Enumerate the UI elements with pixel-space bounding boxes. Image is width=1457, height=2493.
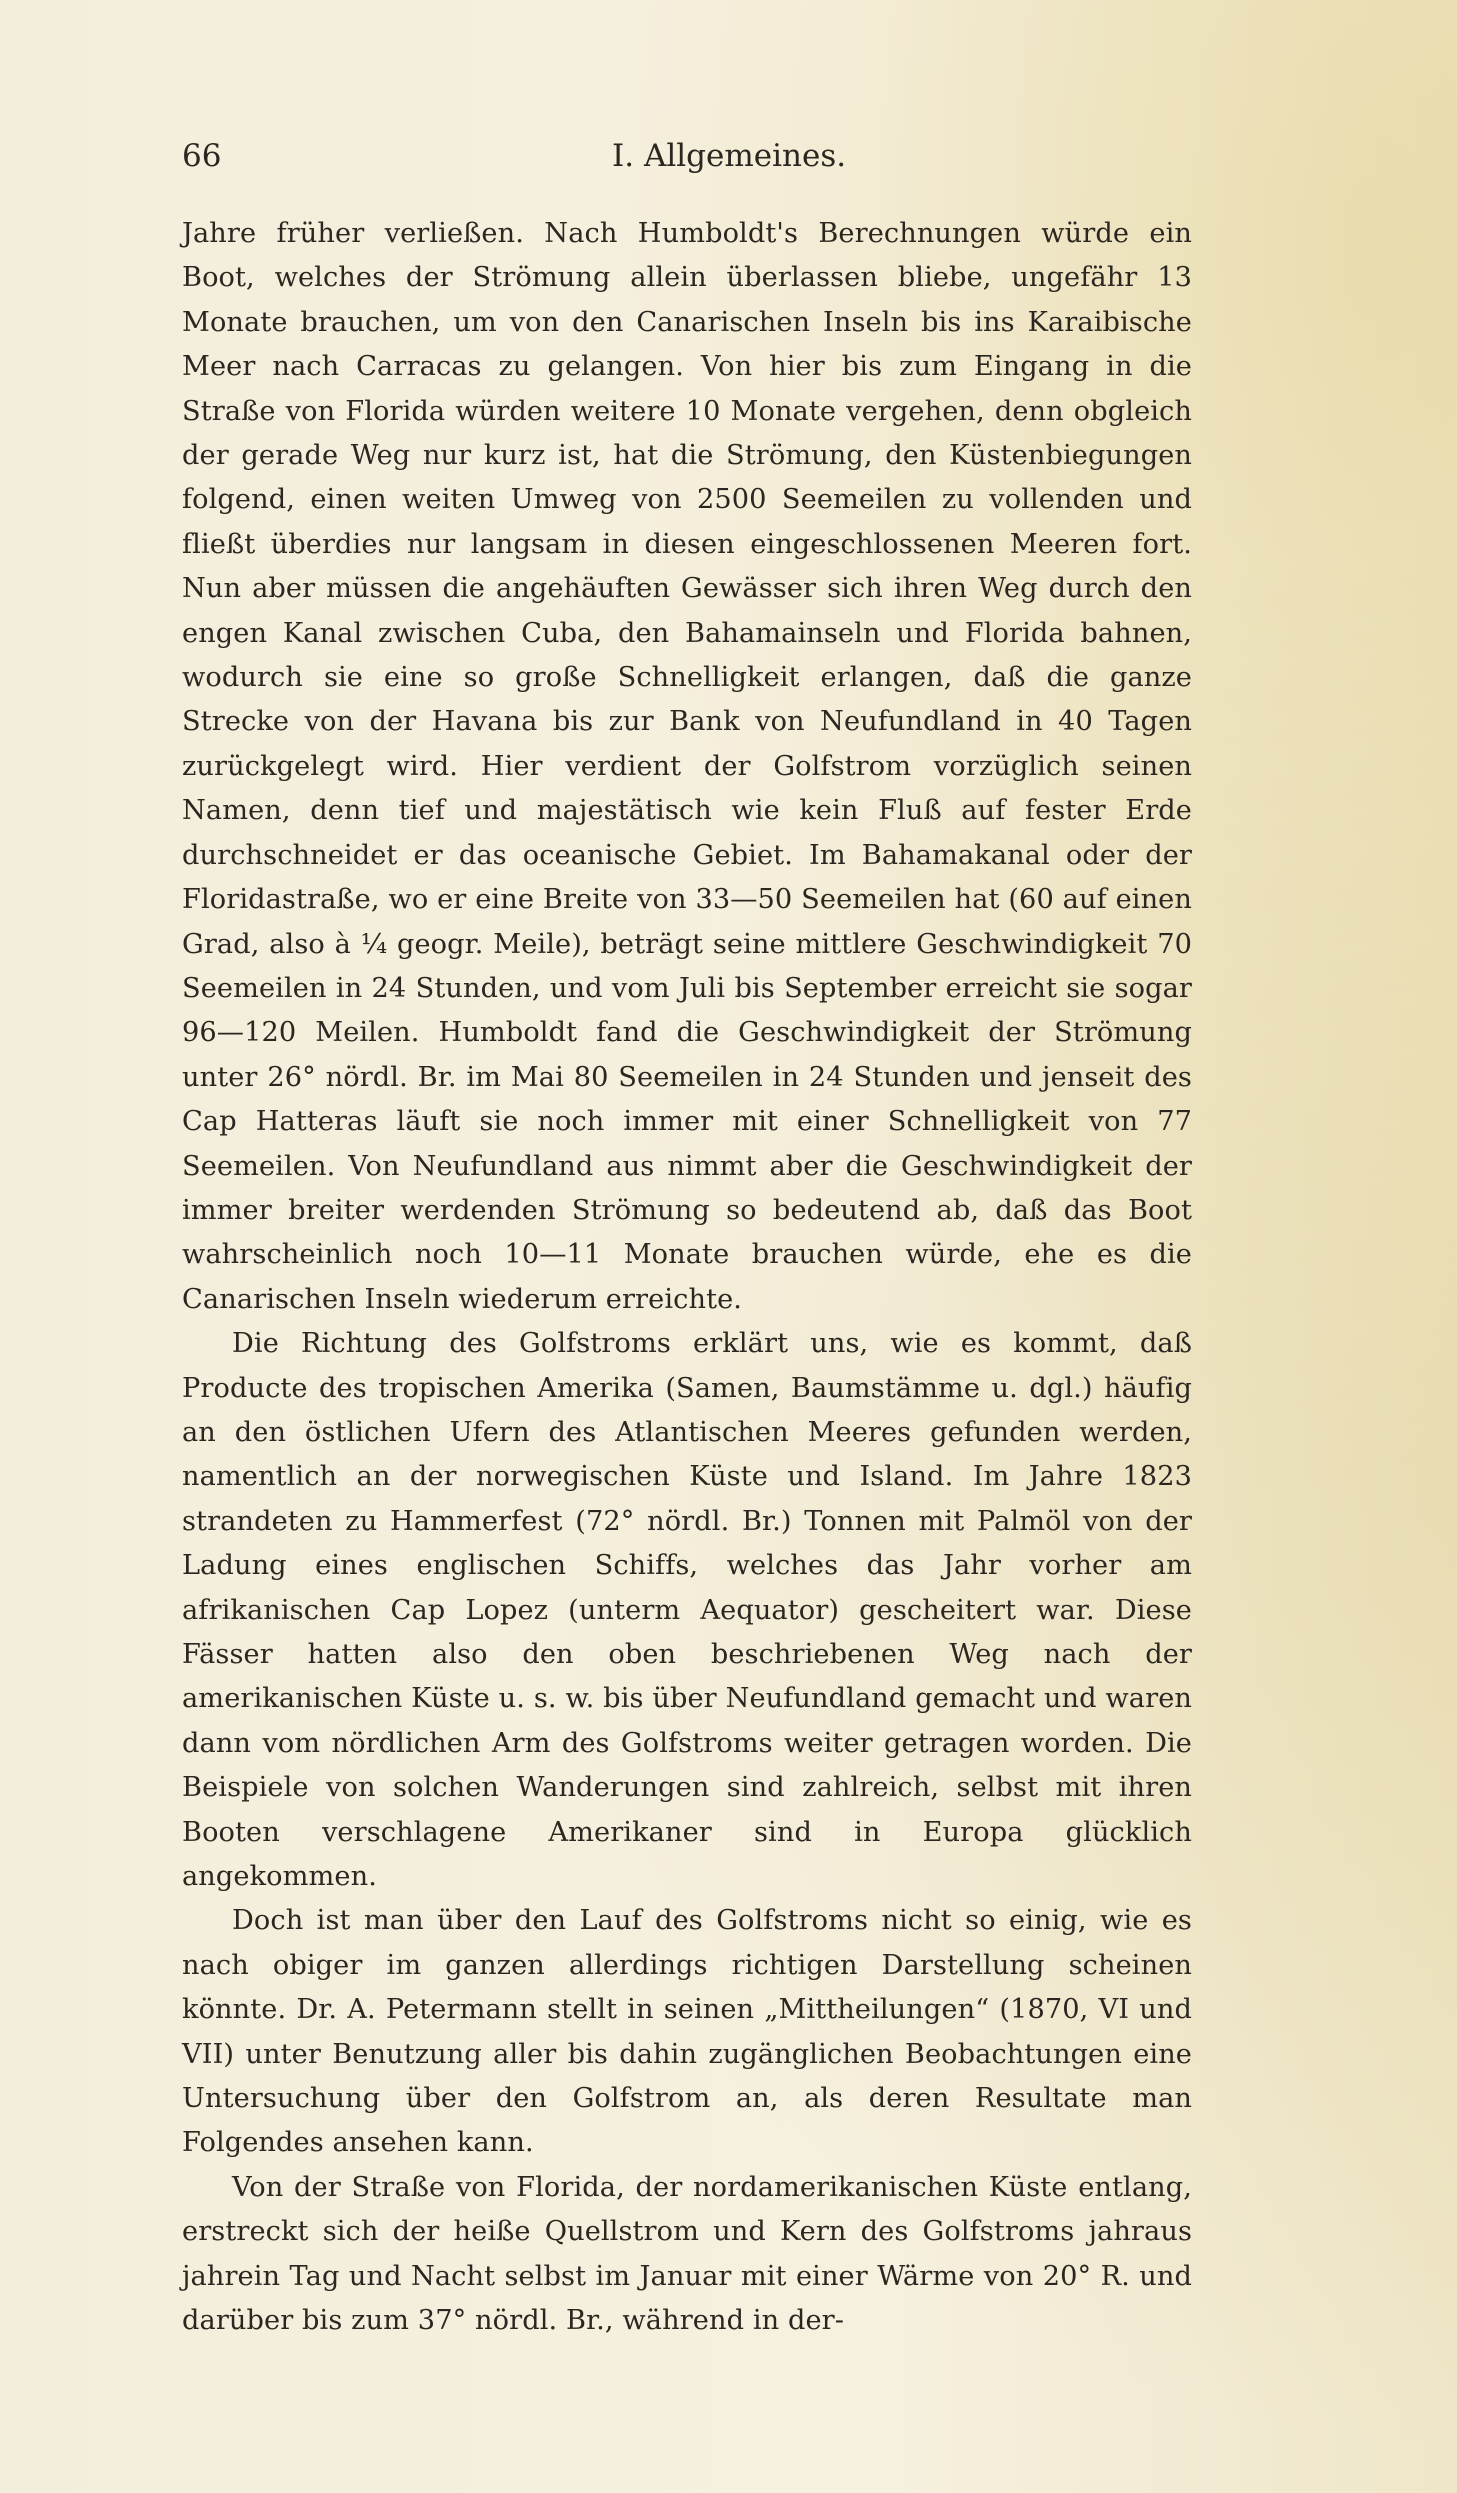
page-number: 66 [182,138,222,174]
page-header [182,138,1192,186]
paragraph-1: Jahre früher verließen. Nach Humboldt's Berechnungen würde ein Boot, welches der Strömung allein überlassen bliebe, ungefähr 13 Monate brauchen, um von den Canarischen Inseln bis ins Karaibische Meer nach Carracas zu gelangen. Von hier bis zum Eingang in die Straße von Florida würden weitere 10 Monate vergehen, denn obgleich der gerade Weg nur kurz ist, hat die Strömung, den Küstenbiegungen folgend, einen weiten Umweg von 2500 Seemeilen zu vollenden und fließt überdies nur langsam in diesen eingeschlossenen Meeren fort. Nun aber müssen die angehäuften Gewässer sich ihren Weg durch den engen Kanal zwischen Cuba, den Bahamainseln und Florida bahnen, wodurch sie eine so große Schnelligkeit erlangen, daß die ganze Strecke von der Havana bis zur Bank von Neufundland in 40 Tagen zurückgelegt wird. Hier verdient der Golfstrom vorzüglich seinen Namen, denn tief und majestätisch wie kein Fluß auf fester Erde durchschneidet er das oceanische Gebiet. Im Bahamakanal oder der Floridastraße, wo er eine Breite von 33—50 Seemeilen hat (60 auf einen Grad, also à ¼ geogr. Meile), beträgt seine mittlere Geschwindigkeit 70 Seemeilen in 24 Stunden, und vom Juli bis September erreicht sie sogar 96—120 Meilen. Humboldt fand die Geschwindigkeit der Strömung unter 26° nördl. Br. im Mai 80 Seemeilen in 24 Stunden und jenseit des Cap Hatteras läuft sie noch immer mit einer Schnelligkeit von 77 Seemeilen. Von Neufundland aus nimmt aber die Geschwindigkeit der immer breiter werdenden Strömung so bedeutend ab, daß das Boot wahrscheinlich noch 10—11 Monate brauchen würde, ehe es die Canarischen Inseln wiederum erreichte. [182,218,1192,1315]
body-text [182,212,1192,2344]
running-head: I. Allgemeines. [612,138,847,174]
paragraph-2: Die Richtung des Golfstroms erklärt uns, wie es kommt, daß Producte des tropischen Amerika (Samen, Baumstämme u. dgl.) häufig an den östlichen Ufern des Atlantischen Meeres gefunden werden, namentlich an der norwegischen Küste und Island. Im Jahre 1823 strandeten zu Hammerfest (72° nördl. Br.) Tonnen mit Palmöl von der Ladung eines englischen Schiffs, welches das Jahr vorher am afrikanischen Cap Lopez (unterm Aequator) gescheitert war. Diese Fässer hatten also den oben beschriebenen Weg nach der amerikanischen Küste u. s. w. bis über Neufundland gemacht und waren dann vom nördlichen Arm des Golfstroms weiter getragen worden. Die Beispiele von solchen Wanderungen sind zahlreich, selbst mit ihren Booten verschlagene Amerikaner sind in Europa glücklich angekommen. [182,1328,1192,1893]
paragraph-4: Von der Straße von Florida, der nordamerikanischen Küste entlang, erstreckt sich der heiße Quellstrom und Kern des Golfstroms jahraus jahrein Tag und Nacht selbst im Januar mit einer Wärme von 20° R. und darüber bis zum 37° nördl. Br., während in der- [182,2171,1192,2337]
paragraph-3: Doch ist man über den Lauf des Golfstroms nicht so einig, wie es nach obiger im ganzen allerdings richtigen Darstellung scheinen könnte. Dr. A. Petermann stellt in seinen „Mittheilungen“ (1870, VI und VII) unter Benutzung aller bis dahin zugänglichen Beobachtungen eine Untersuchung über den Golfstrom an, als deren Resultate man Folgendes ansehen kann. [182,1905,1192,2159]
